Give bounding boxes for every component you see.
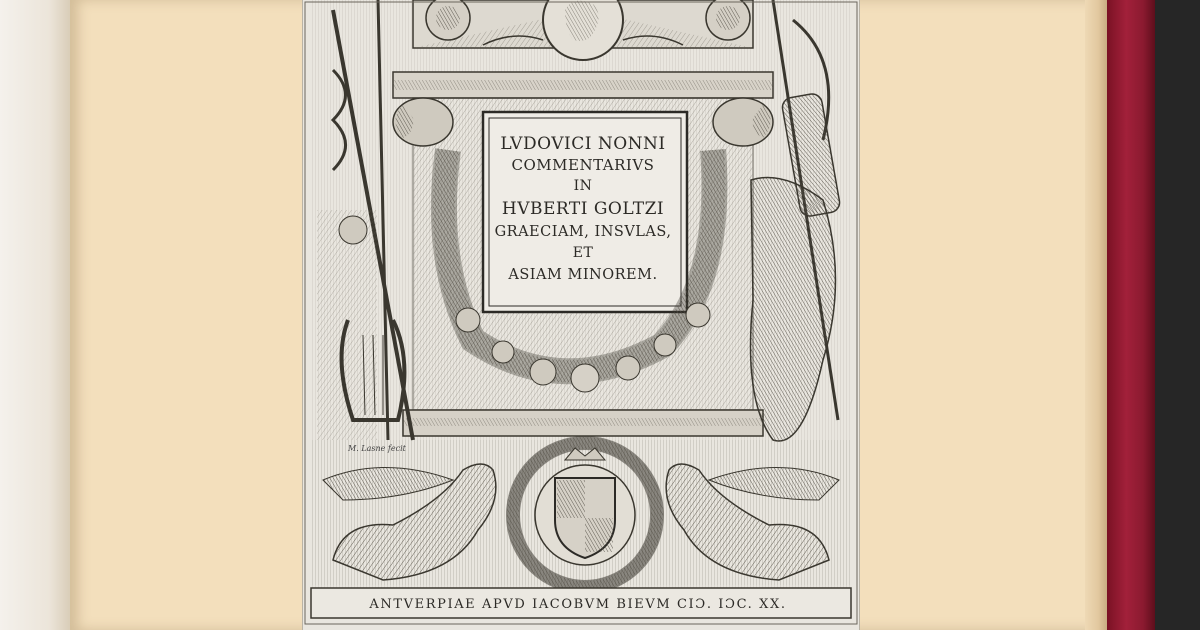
engraving-illustration	[303, 0, 859, 630]
facing-page-edge	[0, 0, 70, 630]
page-fore-edge	[1085, 0, 1107, 630]
title-line-author: LVDOVICI NONNI	[500, 134, 666, 154]
engraver-signature: M. Lasne fecit	[348, 444, 406, 453]
title-line-et: ET	[572, 245, 594, 261]
imprint-text: ANTVERPIAE APVD IACOBVM BIEVM CIƆ. IƆC. XX.	[369, 597, 787, 612]
title-line-asiam: ASIAM MINOREM.	[508, 267, 658, 283]
title-line-commentarius: COMMENTARIVS	[511, 156, 655, 174]
title-line-in: IN	[573, 178, 593, 194]
background-strip	[1155, 0, 1200, 630]
title-line-goltzius: HVBERTI GOLTZI	[501, 199, 665, 219]
engraved-title-plate	[302, 0, 860, 630]
cherub-head-icon	[339, 216, 367, 244]
red-binding-board	[1107, 0, 1155, 630]
title-inscription	[490, 133, 676, 286]
title-line-graeciam: GRAECIAM, INSVLAS,	[494, 224, 672, 240]
